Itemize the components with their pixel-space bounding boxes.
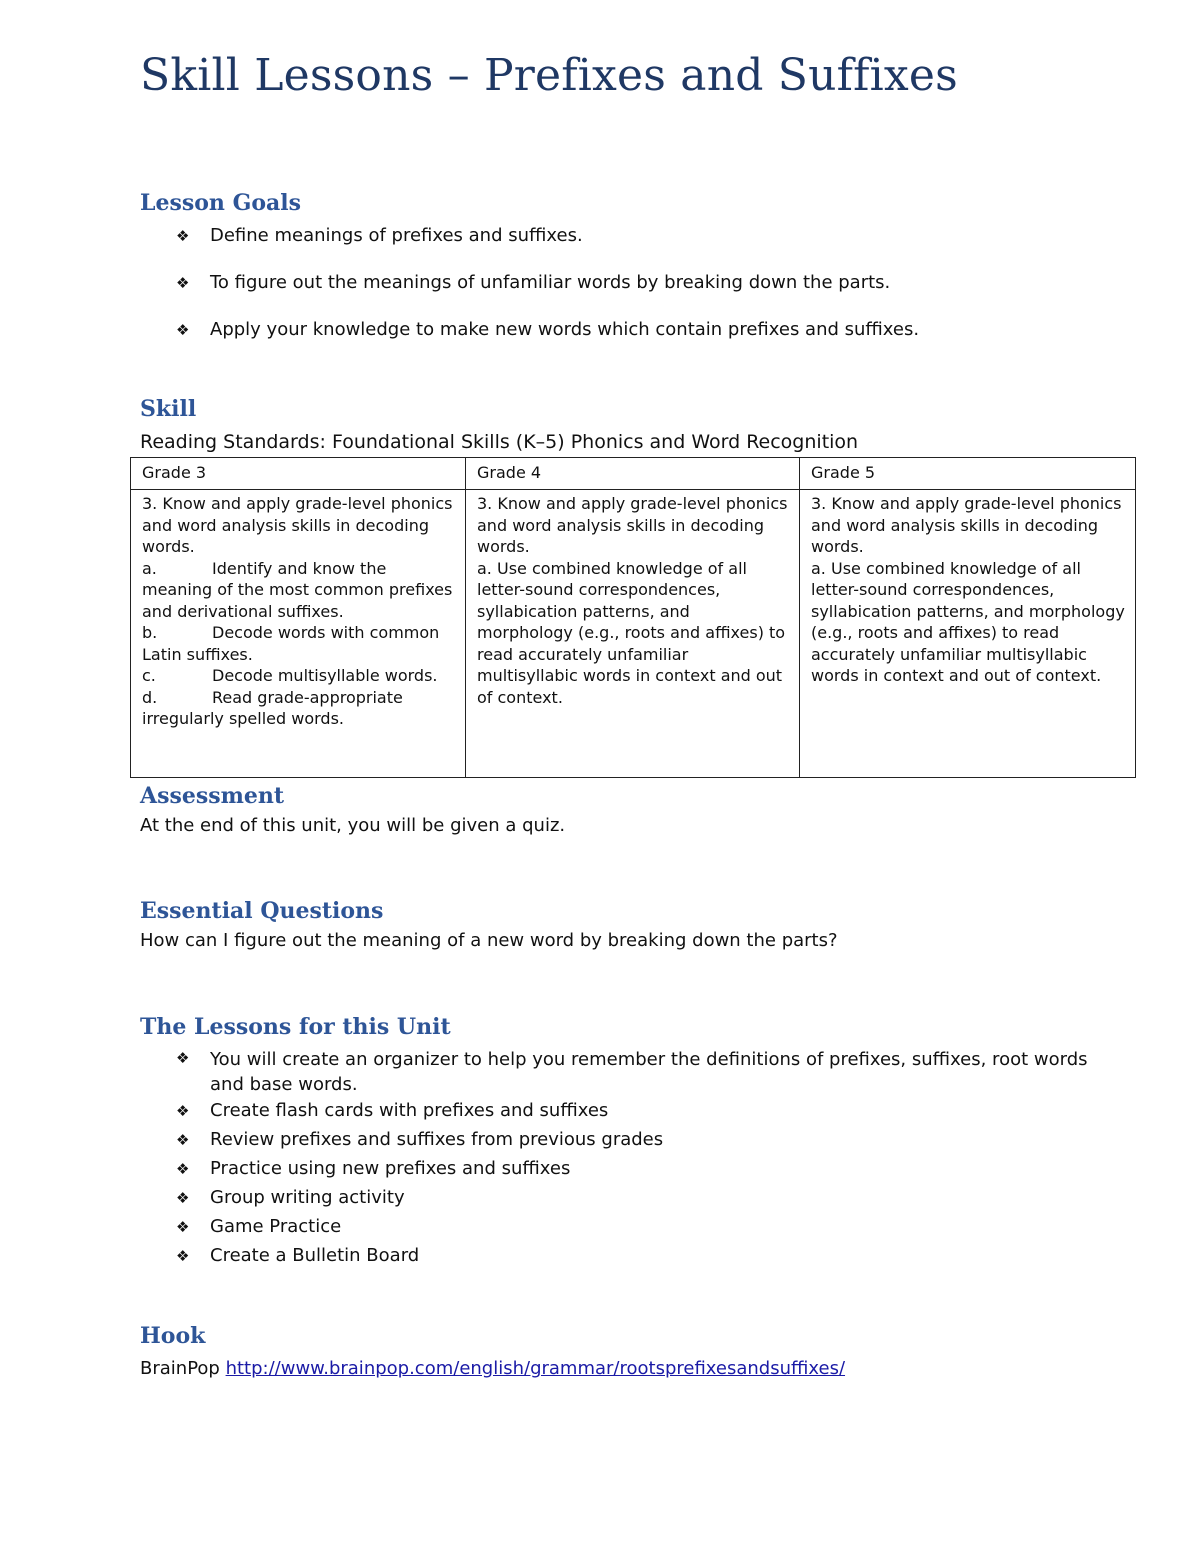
- lessons-list: [176, 1047, 1126, 1274]
- list-item: ❖ Create a Bulletin Board: [176, 1245, 420, 1266]
- list-item: ❖ Define meanings of prefixes and suffixes.: [176, 225, 583, 246]
- grade-4-detail: a. Use combined knowledge of all letter-sound correspondences, syllabication patterns, and morphology (e.g., roots and affixes) to read accurately unfamiliar multisyllabic words in context and out of context.: [477, 558, 786, 707]
- grade-4-cell: [466, 490, 800, 778]
- essential-questions-heading: Essential Questions: [140, 898, 384, 924]
- diamond-bullet-icon: ❖: [176, 1189, 190, 1207]
- brainpop-link[interactable]: http://www.brainpop.com/english/grammar/rootsprefixesandsuffixes/: [225, 1358, 846, 1379]
- standards-table: [130, 457, 1136, 778]
- grade-5-detail: a. Use combined knowledge of all letter-sound correspondences, syllabication patterns, and morphology (e.g., roots and affixes) to read accurately unfamiliar multisyllabic words in context and out of context.: [811, 558, 1125, 685]
- table-header-row: [131, 458, 1136, 490]
- grade-3-item-b: b. Decode words with common Latin suffixes.: [142, 623, 440, 664]
- list-item: ❖ Create flash cards with prefixes and suffixes: [176, 1100, 609, 1121]
- grade-3-cell: [131, 490, 466, 778]
- diamond-bullet-icon: ❖: [176, 1247, 190, 1265]
- grade-3-intro: 3. Know and apply grade-level phonics and word analysis skills in decoding words.: [142, 494, 453, 556]
- list-item: ❖ Review prefixes and suffixes from previous grades: [176, 1129, 664, 1150]
- diamond-bullet-icon: ❖: [176, 1160, 190, 1178]
- diamond-bullet-icon: ❖: [176, 1102, 190, 1120]
- grade-5-cell: [800, 490, 1136, 778]
- diamond-bullet-icon: ❖: [176, 227, 190, 245]
- header-grade-5: Grade 5: [800, 458, 1136, 490]
- skill-heading: Skill: [140, 396, 197, 422]
- list-item: ❖ Game Practice: [176, 1216, 342, 1237]
- lessons-heading: The Lessons for this Unit: [140, 1014, 451, 1040]
- hook-heading: Hook: [140, 1323, 206, 1349]
- diamond-bullet-icon: ❖: [176, 1049, 190, 1067]
- diamond-bullet-icon: ❖: [176, 1131, 190, 1149]
- essential-question-text: How can I figure out the meaning of a new word by breaking down the parts?: [140, 930, 838, 951]
- standard-title: Reading Standards: Foundational Skills (K–5) Phonics and Word Recognition: [140, 431, 859, 453]
- diamond-bullet-icon: ❖: [176, 274, 190, 292]
- list-item: ❖ Apply your knowledge to make new words which contain prefixes and suffixes.: [176, 319, 920, 340]
- hook-label: BrainPop: [140, 1358, 220, 1379]
- list-item: ❖ To figure out the meanings of unfamiliar words by breaking down the parts.: [176, 272, 891, 293]
- list-item: ❖ You will create an organizer to help you remember the definitions of prefixes, suffixes, root words and base words.: [176, 1049, 1088, 1095]
- table-row: [131, 490, 1136, 778]
- list-item: ❖ Practice using new prefixes and suffixes: [176, 1158, 571, 1179]
- grade-3-item-c: c. Decode multisyllable words.: [142, 666, 438, 685]
- page-title: Skill Lessons – Prefixes and Suffixes: [140, 50, 958, 101]
- grade-3-item-d: d. Read grade-appropriate irregularly spelled words.: [142, 687, 403, 728]
- diamond-bullet-icon: ❖: [176, 1218, 190, 1236]
- header-grade-4: Grade 4: [466, 458, 800, 490]
- grade-3-item-a: a. Identify and know the meaning of the most common prefixes and derivational suffixes.: [142, 558, 453, 621]
- lesson-goals-list: [176, 225, 919, 366]
- diamond-bullet-icon: ❖: [176, 321, 190, 339]
- grade-5-intro: 3. Know and apply grade-level phonics and word analysis skills in decoding words.: [811, 494, 1122, 556]
- hook-line: [140, 1358, 845, 1379]
- assessment-heading: Assessment: [140, 783, 285, 809]
- assessment-text: At the end of this unit, you will be given a quiz.: [140, 815, 566, 836]
- header-grade-3: Grade 3: [131, 458, 466, 490]
- list-item: ❖ Group writing activity: [176, 1187, 405, 1208]
- lesson-goals-heading: Lesson Goals: [140, 190, 302, 216]
- grade-4-intro: 3. Know and apply grade-level phonics and word analysis skills in decoding words.: [477, 494, 788, 556]
